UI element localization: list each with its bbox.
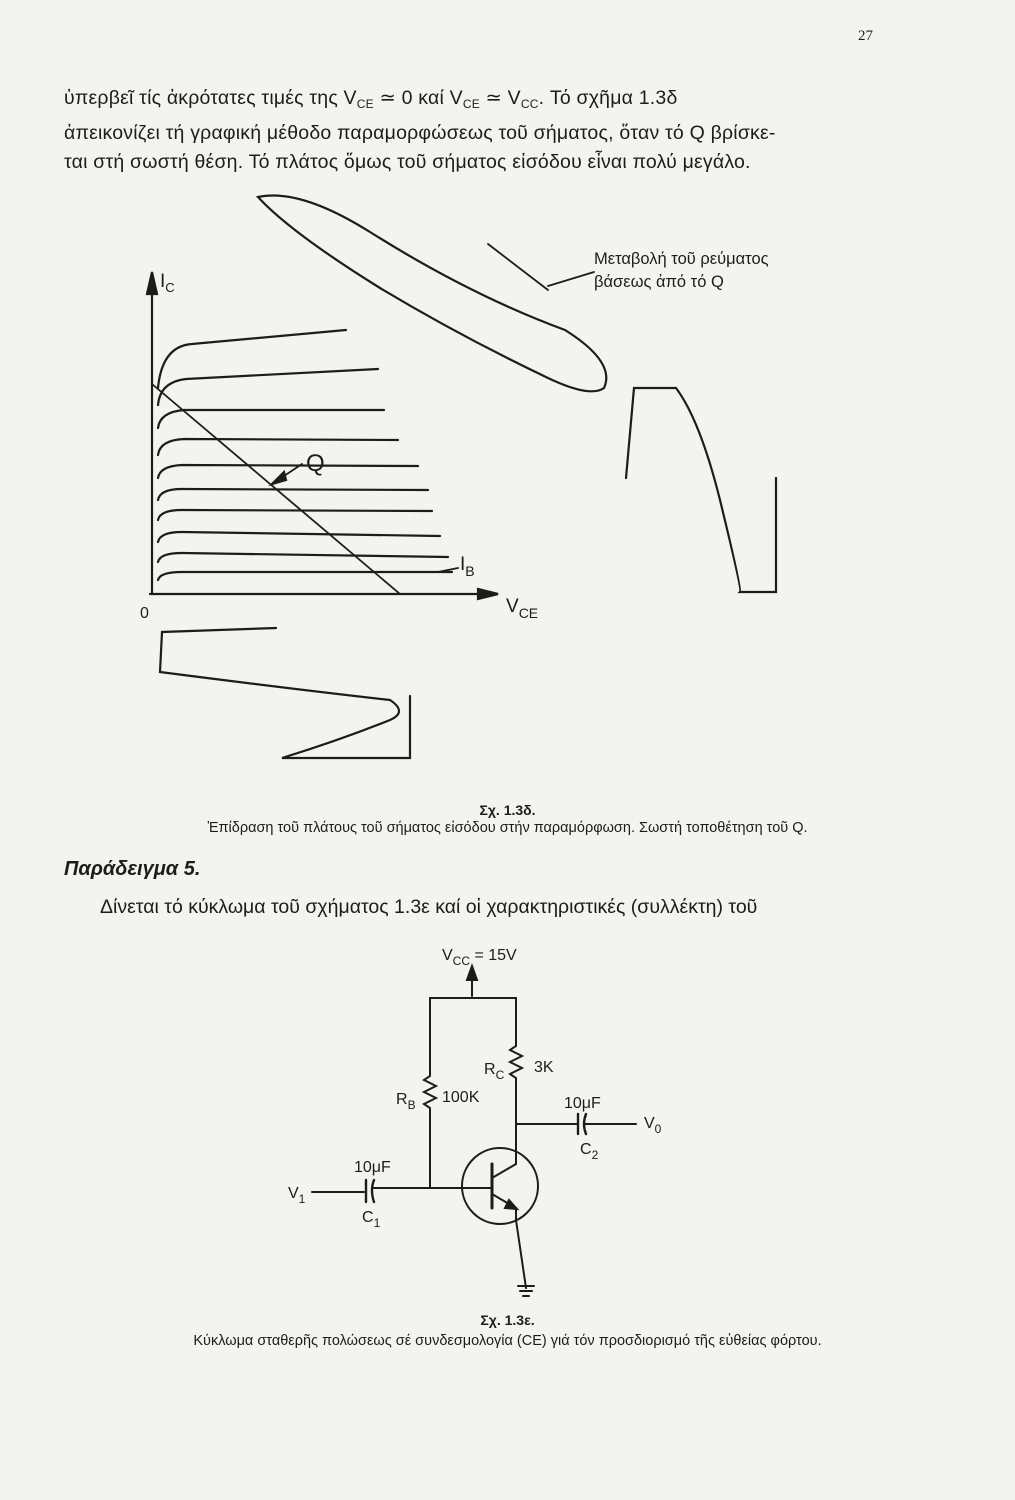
figure-1-caption-text: Ἐπίδραση τοῦ πλάτους τοῦ σήματος εἰσόδου στήν παραμόρφωση. Σωστή τοποθέτηση τοῦ Q. xyxy=(207,820,808,836)
rc-label: $R_C$ xyxy=(484,1061,505,1082)
rb-value: 100K xyxy=(442,1089,480,1106)
transistor xyxy=(462,1148,538,1224)
rc-value: 3K xyxy=(534,1059,554,1076)
rb-resistor xyxy=(424,998,436,1188)
paragraph-line-3: ται στή σωστή θέση. Τό πλάτος ὅμως τοῦ σήματος εἰσόδου εἶναι πολύ μεγάλο. xyxy=(64,151,751,173)
example-sentence: Δίνεται τό κύκλωμα τοῦ σχήματος 1.3ε καί οἱ χαρακτηριστικές (συλλέκτη) τοῦ xyxy=(100,896,758,918)
vo-label: $V_0$ xyxy=(644,1115,662,1136)
annotation-line-1: Μεταβολή τοῦ ρεύματος xyxy=(594,250,769,268)
c1-value: 10μF xyxy=(354,1159,391,1176)
vce-label: $V_{CE}$ xyxy=(506,596,539,621)
c1-label: $C_1$ xyxy=(362,1209,381,1230)
rc-resistor xyxy=(510,998,522,1124)
ic-label: $I_C$ xyxy=(160,271,175,295)
example-title: Παράδειγμα 5. xyxy=(64,858,201,880)
paragraph-line-1: ὑπερβεῖ τίς ἀκρότατες τιμές της $V_{CE}$ ≃ 0 καί $V_{CE}$ ≃ $V_{CC}$. Τό σχῆμα 1.3δ xyxy=(64,87,678,111)
ib-label: $I_B$ xyxy=(460,554,475,579)
annotation-line-2: βάσεως ἀπό τό Q xyxy=(594,273,724,291)
c2-label: $C_2$ xyxy=(580,1141,599,1162)
figure-2-caption-text: Κύκλωμα σταθερῆς πολώσεως σέ συνδεσμολογία (CE) γιά τόν προσδιορισμό τῆς εὐθείας φόρτου. xyxy=(193,1333,822,1349)
c2-value: 10μF xyxy=(564,1095,601,1112)
vcc-label: $V_{CC} = 15V$ xyxy=(442,947,517,968)
vi-label: $V_1$ xyxy=(288,1185,306,1206)
paragraph-line-2: ἀπεικονίζει τή γραφική μέθοδο παραμορφώσεως τοῦ σήματος, ὅταν τό Q βρίσκε- xyxy=(64,122,776,144)
figure-2-caption-label: Σχ. 1.3ε. xyxy=(480,1312,535,1328)
q-label: Q xyxy=(306,450,325,477)
page-number: 27 xyxy=(858,28,873,44)
rb-label: $R_B$ xyxy=(396,1091,416,1112)
figure-1-caption-label: Σχ. 1.3δ. xyxy=(479,802,536,818)
origin-label: 0 xyxy=(140,605,149,622)
